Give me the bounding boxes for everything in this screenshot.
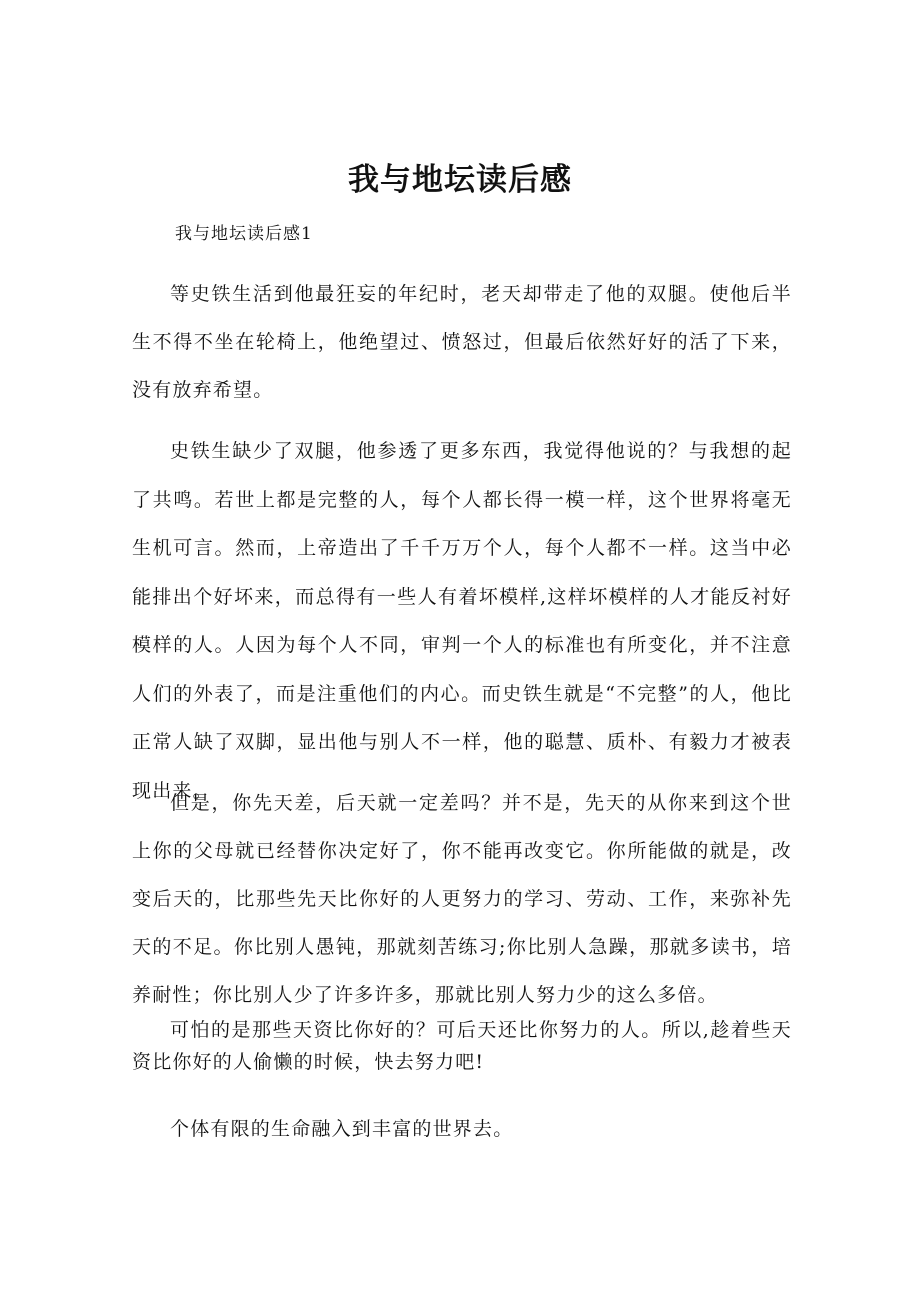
paragraph-5: 个体有限的生命融入到丰富的世界去。	[170, 1118, 514, 1140]
paragraph-4: 可怕的是那些天资比你好的？可后天还比你努力的人。所以,趁着些天资比你好的人偷懒的时候，快去努力吧!	[132, 1019, 792, 1073]
paragraph-1: 等史铁生活到他最狂妄的年纪时，老天却带走了他的双腿。使他后半生不得不坐在轮椅上，他绝望过、愤怒过，但最后依然好好的活了下来，没有放弃希望。	[132, 283, 792, 401]
section-heading: 我与地坛读后感1	[175, 224, 313, 244]
paragraph-2: 史铁生缺少了双腿，他参透了更多东西，我觉得他说的？与我想的起了共鸣。若世上都是完整的人，每个人都长得一模一样，这个世界将毫无生机可言。然而，上帝造出了千千万万个人，每个人都不一样。这当中必能排出个好坏来，而总得有一些人有着坏模样,这样坏模样的人才能反衬好模样的人。人因为每个人不同，审判一个人的标准也有所变化，并不注意人们的外表了，而是注重他们的内心。而史铁生就是“不完整”的人，他比正常人缺了双脚，显出他与别人不一样，他的聪慧、质朴、有毅力才被表现出来。	[132, 440, 792, 802]
paragraph-3: 但是，你先天差，后天就一定差吗？并不是，先天的从你来到这个世上你的父母就已经替你决定好了，你不能再改变它。你所能做的就是，改变后天的，比那些先天比你好的人更努力的学习、劳动、工作，来弥补先天的不足。你比别人愚钝，那就刻苦练习;你比别人急躁，那就多读书，培养耐性；你比别人少了许多许多，那就比别人努力少的这么多倍。	[132, 792, 792, 1006]
page-title: 我与地坛读后感	[348, 162, 572, 198]
